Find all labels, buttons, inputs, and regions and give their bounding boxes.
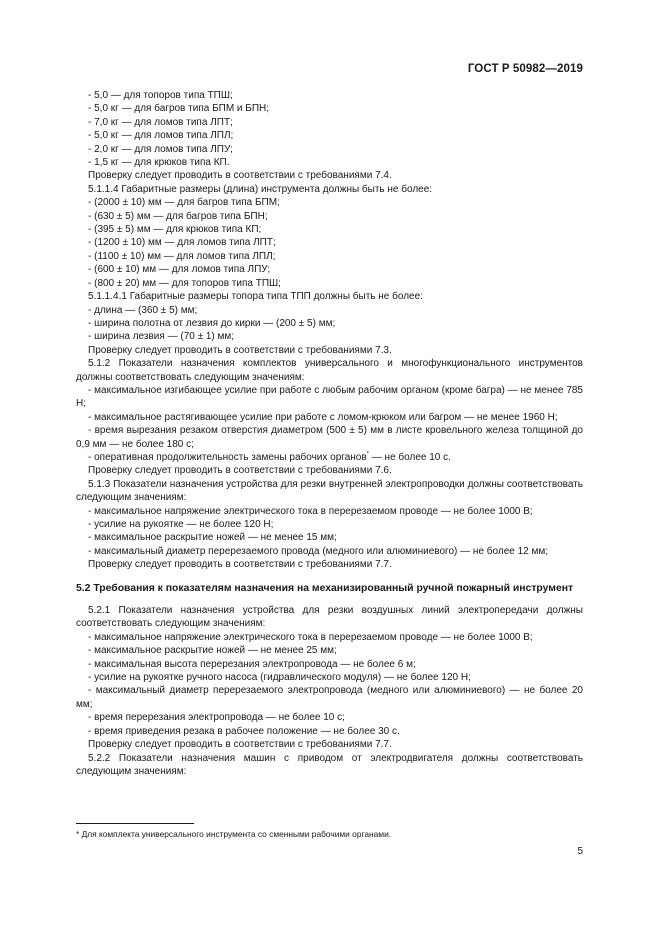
line-text: - время перерезания электропровода — не более 10 с; — [88, 712, 345, 724]
list-item — [76, 250, 583, 263]
line-text: 5.1.2 Показатели назначения комплектов универсального и многофункционального инструментов должны соответствовать следующим значениям: — [76, 358, 583, 383]
line-text: - максимальный диаметр перерезаемого электропровода (медного или алюминиевого) — не более 20 мм; — [76, 685, 583, 710]
line-text: - время приведения резака в рабочее положение — не более 30 с. — [88, 725, 400, 737]
line-text: 5.1.1.4 Габаритные размеры (длина) инструмента должны быть не более: — [88, 183, 433, 195]
standard-header: ГОСТ Р 50982—2019 — [467, 63, 583, 75]
line-text: 5.1.1.4.1 Габаритные размеры топора типа ТПП должны быть не более: — [88, 291, 423, 303]
paragraph — [76, 752, 583, 779]
list-item — [76, 671, 583, 684]
list-item — [76, 711, 583, 724]
line-text: - (1200 ± 10) мм — для ломов типа ЛПТ; — [88, 237, 276, 249]
line-text: 5.1.3 Показатели назначения устройства для резки внутренней электропроводки должны соответствовать следующим значениям: — [76, 478, 583, 504]
line-text: - длина — (360 ± 5) мм; — [88, 304, 198, 316]
line-text: 5.2.2 Показатели назначения машин с приводом от электродвигателя должны соответствовать следующим значениям: — [76, 752, 583, 777]
line-text: 5.2 Требования к показателям назначения на механизированный ручной пожарный инструмент — [76, 582, 574, 594]
line-text: - максимальное напряжение электрического тока в перерезаемом проводе — не более 1000 В; — [88, 631, 533, 643]
list-item — [76, 129, 583, 142]
line-text: - максимальное раскрытие ножей — не менее 15 мм; — [88, 532, 337, 544]
line-text: - (800 ± 20) мм — для топоров типа ТПШ; — [88, 277, 281, 289]
line-text: Проверку следует проводить в соответствии с требованиями 7.6. — [88, 465, 392, 477]
list-item — [76, 89, 583, 102]
paragraph — [76, 604, 583, 631]
line-text: - 7,0 кг — для ломов типа ЛПТ; — [88, 116, 233, 128]
list-item — [76, 156, 583, 169]
list-item — [76, 631, 583, 644]
list-item — [76, 531, 583, 544]
line-text: - максимальная высота перерезания электропровода — не более 6 м; — [88, 658, 416, 670]
list-item — [76, 210, 583, 223]
line-text: Проверку следует проводить в соответствии с требованиями 7.4. — [88, 170, 392, 182]
list-item — [76, 317, 583, 330]
list-item — [76, 725, 583, 738]
paragraph — [76, 344, 583, 357]
line-text: Проверку следует проводить в соответствии с требованиями 7.7. — [88, 559, 392, 571]
paragraph — [76, 183, 583, 196]
document-body — [76, 89, 583, 778]
list-item — [76, 451, 583, 464]
line-text: - 2,0 кг — для ломов типа ЛПУ; — [88, 143, 233, 155]
line-text: - время вырезания резаком отверстия диаметром (500 ± 5) мм в листе кровельного железа толщиной до 0,9 мм — не более 180 с; — [76, 425, 583, 450]
list-item — [76, 545, 583, 558]
list-item — [76, 263, 583, 276]
line-text: Проверку следует проводить в соответствии с требованиями 7.3. — [88, 344, 392, 356]
paragraph — [76, 738, 583, 751]
page-number: 5 — [577, 846, 583, 857]
line-text: - 1,5 кг — для крюков типа КП. — [88, 157, 230, 169]
section-heading — [76, 582, 583, 595]
line-text: Проверку следует проводить в соответствии с требованиями 7.7. — [88, 739, 392, 751]
line-text: - усилие на рукоятке ручного насоса (гидравлического модуля) — не более 120 Н; — [88, 672, 471, 684]
list-item — [76, 505, 583, 518]
paragraph — [76, 478, 583, 505]
list-item — [76, 223, 583, 236]
paragraph — [76, 357, 583, 384]
list-item — [76, 143, 583, 156]
line-text: - 5,0 кг — для багров типа БПМ и БПН; — [88, 103, 270, 115]
line-text: 5.2.1 Показатели назначения устройства для резки воздушных линий электропередачи должны соответствовать следующим значениям: — [76, 605, 583, 630]
list-item — [76, 236, 583, 249]
list-item — [76, 116, 583, 129]
list-item — [76, 196, 583, 209]
line-text: - оперативная продолжительность замены рабочих органов — [88, 451, 367, 463]
paragraph — [76, 464, 583, 477]
line-text: - максимальное раскрытие ножей — не менее 25 мм; — [88, 645, 337, 657]
list-item — [76, 102, 583, 115]
list-item — [76, 330, 583, 343]
footnote-divider — [76, 823, 194, 824]
list-item — [76, 658, 583, 671]
line-text: - ширина полотна от лезвия до кирки — (200 ± 5) мм; — [88, 317, 336, 329]
line-text: - ширина лезвия — (70 ± 1) мм; — [88, 331, 235, 343]
line-text: - максимальное изгибающее усилие при работе с любым рабочим органом (кроме багра) — не менее 785 Н; — [76, 384, 583, 410]
paragraph — [76, 290, 583, 303]
line-text: - 5,0 кг — для ломов типа ЛПЛ; — [88, 130, 234, 142]
list-item — [76, 384, 583, 411]
paragraph — [76, 169, 583, 182]
line-text: - максимальное растягивающее усилие при работе с ломом-крюком или багром — не менее 1960 Н; — [88, 411, 558, 423]
list-item — [76, 424, 583, 451]
paragraph — [76, 558, 583, 571]
list-item — [76, 644, 583, 657]
list-item — [76, 304, 583, 317]
line-text: - (2000 ± 10) мм — для багров типа БПМ; — [88, 197, 280, 209]
line-text: - (1100 ± 10) мм — для ломов типа ЛПЛ; — [88, 250, 276, 262]
list-item — [76, 518, 583, 531]
line-text: - 5,0 — для топоров типа ТПШ; — [88, 90, 233, 101]
line-text: - максимальный диаметр перерезаемого провода (медного или алюминиевого) — не более 12 мм; — [88, 545, 549, 557]
line-text: - (630 ± 5) мм — для багров типа БПН; — [88, 210, 268, 222]
footnote-marker: * — [366, 451, 369, 458]
line-text: - (395 ± 5) мм — для крюков типа КП; — [88, 224, 262, 236]
list-item — [76, 684, 583, 711]
footnote: * Для комплекта универсального инструмента со сменными рабочими органами. — [76, 829, 392, 839]
list-item — [76, 411, 583, 424]
list-item — [76, 277, 583, 290]
line-text: - (600 ± 10) мм — для ломов типа ЛПУ; — [88, 264, 271, 276]
line-text: - усилие на рукоятке — не более 120 Н; — [88, 519, 274, 530]
line-text-after: — не более 10 с. — [369, 451, 451, 463]
line-text: - максимальное напряжение электрического тока в перерезаемом проводе — не более 1000 В; — [88, 505, 533, 517]
